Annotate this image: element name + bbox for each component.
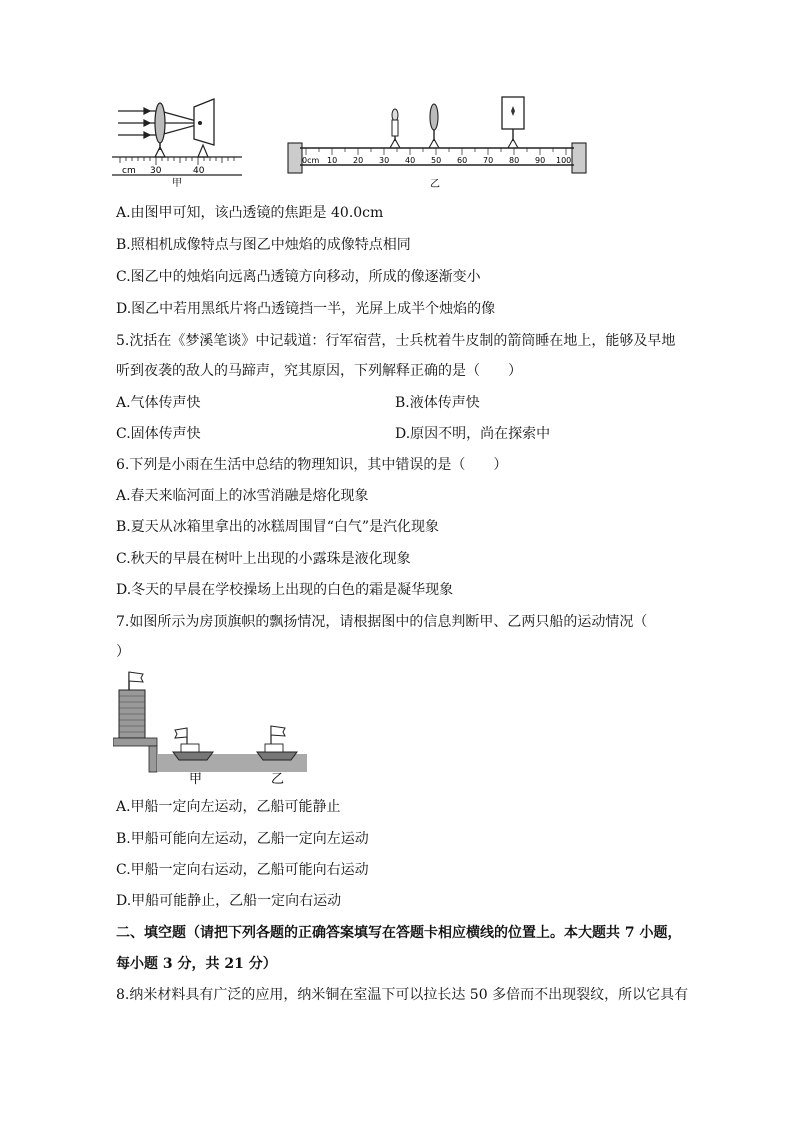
q5-option-a: A.气体传声快: [116, 395, 201, 411]
fig1-caption: 甲: [172, 178, 182, 187]
q4-option-b: B.照相机成像特点与图乙中烛焰的成像特点相同: [116, 237, 411, 253]
q6-option-b: B.夏天从冰箱里拿出的冰糕周围冒“白气”是汽化现象: [116, 519, 440, 535]
q5-option-d: D.原因不明，尚在探索中: [395, 426, 551, 442]
q5-option-c: C.固体传声快: [116, 426, 201, 442]
q7-label-jia: 甲: [189, 772, 203, 787]
section2-title-line2: 每小题 3 分，共 21 分）: [116, 956, 277, 972]
q7-option-d: D.甲船可能静止，乙船一定向右运动: [116, 893, 342, 909]
fig1-ruler-30: 30: [150, 166, 162, 176]
fig1-ruler-40: 40: [193, 166, 205, 176]
fig2-ruler-0: 0cm: [302, 156, 320, 165]
fig2-ruler-60: 60: [457, 156, 468, 165]
fig2-ruler-90: 90: [535, 156, 546, 165]
q7-label-yi: 乙: [271, 772, 285, 787]
q5-option-b: B.液体传声快: [395, 395, 480, 411]
q4-option-d: D.图乙中若用黑纸片将凸透镜挡一半，光屏上成半个烛焰的像: [116, 301, 496, 317]
fig2-ruler-40: 40: [405, 156, 416, 165]
q4-option-c: C.图乙中的烛焰向远离凸透镜方向移动，所成的像逐渐变小: [116, 269, 481, 285]
fig1-ruler-unit: cm: [122, 166, 136, 176]
fig2-caption: 乙: [430, 179, 440, 190]
fig2-ruler-20: 20: [353, 156, 364, 165]
q6-option-a: A.春天来临河面上的冰雪消融是熔化现象: [116, 488, 369, 504]
q5-stem-line1: 5.沈括在《梦溪笔谈》中记载道：行军宿营，士兵枕着牛皮制的箭筒睡在地上，能够及早地: [116, 333, 676, 349]
figure-jia-focal-length: [110, 95, 250, 187]
q7-stem-line1: 7.如图所示为房顶旗帜的飘扬情况，请根据图中的信息判断甲、乙两只船的运动情况（: [116, 614, 648, 630]
fig2-ruler-70: 70: [483, 156, 494, 165]
fig2-ruler-30: 30: [379, 156, 390, 165]
fig2-ruler-80: 80: [509, 156, 520, 165]
q7-option-c: C.甲船一定向右运动，乙船可能向右运动: [116, 862, 369, 878]
fig2-ruler-10: 10: [327, 156, 338, 165]
q8-stem-line1: 8.纳米材料具有广泛的应用，纳米铜在室温下可以拉长达 50 多倍而不出现裂纹，所以它具有: [116, 987, 689, 1003]
section2-title-line1: 二、填空题（请把下列各题的正确答案填写在答题卡相应横线的位置上。本大题共 7 小题，: [116, 925, 682, 941]
figure-q7-boats: [113, 668, 313, 788]
q7-option-a: A.甲船一定向左运动，乙船可能静止: [116, 799, 341, 815]
q6-option-c: C.秋天的早晨在树叶上出现的小露珠是液化现象: [116, 551, 411, 567]
q4-option-a: A.由图甲可知，该凸透镜的焦距是 40.0cm: [116, 205, 384, 221]
q7-stem-line2: ）: [116, 644, 130, 660]
q7-option-b: B.甲船可能向左运动，乙船一定向左运动: [116, 831, 369, 847]
q6-stem: 6.下列是小雨在生活中总结的物理知识，其中错误的是（ ）: [116, 457, 508, 473]
fig2-ruler-50: 50: [431, 156, 442, 165]
figure-yi-optical-bench: [282, 93, 592, 193]
q6-option-d: D.冬天的早晨在学校操场上出现的白色的霜是凝华现象: [116, 582, 454, 598]
q5-stem-line2: 听到夜袭的敌人的马蹄声，究其原因，下列解释正确的是（ ）: [116, 363, 522, 379]
fig2-ruler-100: 100: [556, 156, 572, 165]
